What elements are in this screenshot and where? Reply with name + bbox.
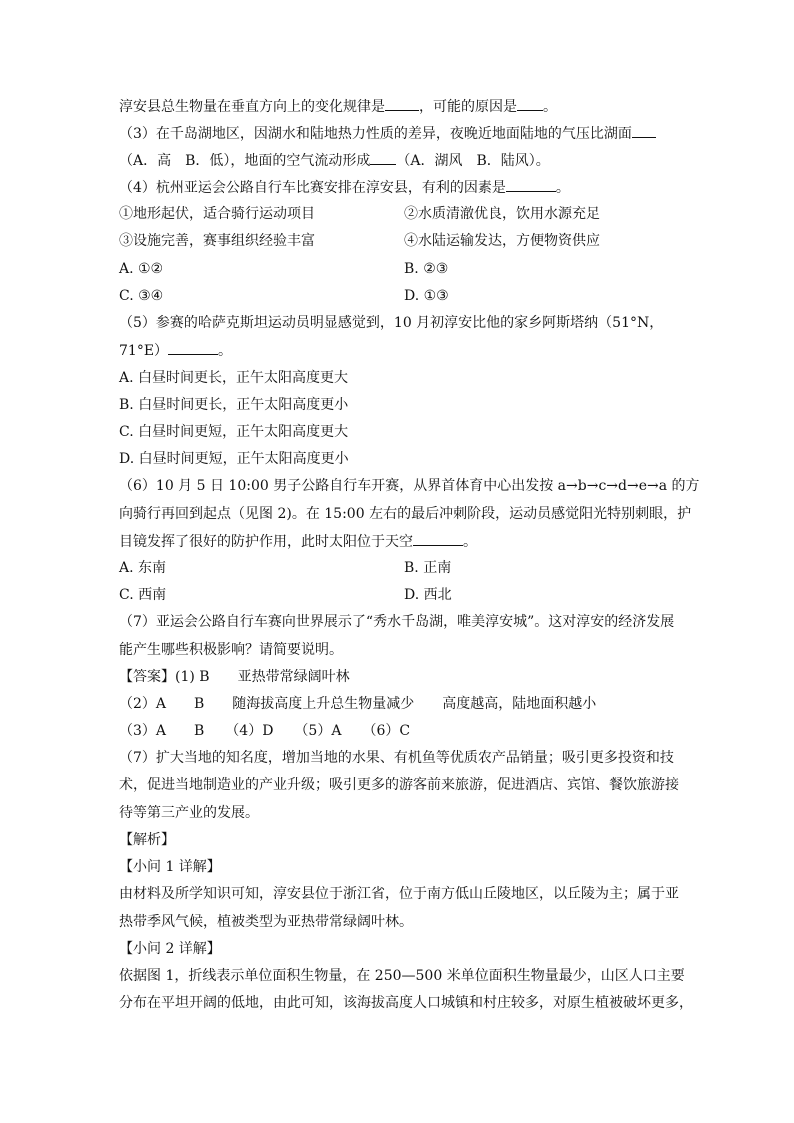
q2-tail-text-pre: 淳安县总生物量在垂直方向上的变化规律是 xyxy=(119,99,385,115)
q5-line-1: （5）参赛的哈萨克斯坦运动员明显感觉到，10 月初淳安比他的家乡阿斯塔纳（51°N， xyxy=(119,315,664,331)
answer-line-5: 术，促进当地制造业的产业升级；吸引更多的游客前来旅游，促进酒店、宾馆、餐饮旅游接 xyxy=(119,777,679,793)
analysis-2-line-1: 依据图 1，折线表示单位面积生物量，在 250—500 米单位面积生物量最少，山区人口主要 xyxy=(119,968,685,984)
analysis-heading: 【解析】 xyxy=(119,832,175,848)
q6-line-3 xyxy=(119,531,477,552)
q4-item-3: ③设施完善，赛事组织经验丰富 xyxy=(119,233,315,249)
answer-blank xyxy=(517,96,543,111)
q3-line-1 xyxy=(119,123,656,144)
answer-blank xyxy=(385,96,419,111)
q2-tail-line xyxy=(119,96,557,117)
answer-blank xyxy=(413,531,463,546)
answer-line-2: （2）A B 随海拔高度上升总生物量减少 高度越高，陆地面积越小 xyxy=(119,696,597,712)
q4-option-d: D. ①③ xyxy=(404,288,449,304)
answer-line-4: （7）扩大当地的知名度，增加当地的水果、有机鱼等优质农产品销量；吸引更多投资和技 xyxy=(119,750,674,766)
answer-line-3: （3）A B （4）D （5）A （6）C xyxy=(119,723,411,739)
q4-item-2: ②水质清澈优良，饮用水源充足 xyxy=(404,206,600,222)
q2-tail-text-mid: ，可能的原因是 xyxy=(419,99,517,115)
q5-option-d: D. 白昼时间更短，正午太阳高度更小 xyxy=(119,451,349,467)
q3-choice-text-2: （A．湖风 B．陆风）。 xyxy=(396,153,550,169)
answer-line-6: 待等第三产业的发展。 xyxy=(119,805,259,821)
q7-line-2: 能产生哪些积极影响？请简要说明。 xyxy=(119,642,343,658)
analysis-subheading-1: 【小问 1 详解】 xyxy=(119,859,221,875)
q6-stem-text: 目镜发挥了很好的防护作用，此时太阳位于天空 xyxy=(119,534,413,550)
answer-blank xyxy=(370,150,396,165)
q6-option-b: B. 正南 xyxy=(404,560,452,576)
q4-option-a: A. ①② xyxy=(119,261,164,277)
q6-end: 。 xyxy=(463,534,477,550)
q4-item-4: ④水陆运输发达，方便物资供应 xyxy=(404,233,600,249)
q5-option-b: B. 白昼时间更长，正午太阳高度更小 xyxy=(119,397,349,413)
answer-blank xyxy=(632,123,656,138)
q5-option-a: A. 白昼时间更长，正午太阳高度更大 xyxy=(119,370,349,386)
q4-stem-text: （4）杭州亚运会公路自行车比赛安排在淳安县，有利的因素是 xyxy=(119,180,506,196)
q3-stem-text: （3）在千岛湖地区，因湖水和陆地热力性质的差异，夜晚近地面陆地的气压比湖面 xyxy=(119,126,632,142)
analysis-2-line-2: 分布在平坦开阔的低地，由此可知，该海拔高度人口城镇和村庄较多，对原生植被破坏更多， xyxy=(119,995,693,1011)
q3-choice-text: （A．高 B．低），地面的空气流动形成 xyxy=(119,153,371,169)
q4-stem xyxy=(119,177,570,198)
answer-line-1: 【答案】(1) B 亚热带常绿阔叶林 xyxy=(119,669,350,685)
q3-line-2 xyxy=(119,150,550,171)
q6-option-c: C. 西南 xyxy=(119,587,167,603)
q6-line-2: 向骑行再回到起点（见图 2)。在 15:00 左右的最后冲刺阶段，运动员感觉阳光特别刺眼，护 xyxy=(119,506,692,522)
analysis-1-line-1: 由材料及所学知识可知，淳安县位于浙江省，位于南方低山丘陵地区，以丘陵为主；属于亚 xyxy=(119,886,679,902)
q4-option-b: B. ②③ xyxy=(404,261,449,277)
q4-option-c: C. ③④ xyxy=(119,288,164,304)
q5-option-c: C. 白昼时间更短，正午太阳高度更大 xyxy=(119,424,349,440)
q6-line-1: （6）10 月 5 日 10:00 男子公路自行车开赛，从界首体育中心出发按 a→b→c→d→e→a 的方 xyxy=(119,478,700,494)
q6-option-d: D. 西北 xyxy=(404,587,452,603)
q4-item-1: ①地形起伏，适合骑行运动项目 xyxy=(119,206,315,222)
q2-tail-text-end: 。 xyxy=(543,99,557,115)
q5-end: 。 xyxy=(218,343,233,359)
q7-line-1: （7）亚运会公路自行车赛向世界展示了“秀水千岛湖，唯美淳安城”。这对淳安的经济发展 xyxy=(119,614,675,630)
q5-line-2 xyxy=(119,340,232,361)
q4-stem-end: 。 xyxy=(555,180,570,196)
analysis-subheading-2: 【小问 2 详解】 xyxy=(119,941,221,957)
analysis-1-line-2: 热带季风气候，植被类型为亚热带常绿阔叶林。 xyxy=(119,914,413,930)
q6-option-a: A. 东南 xyxy=(119,560,167,576)
answer-blank xyxy=(168,340,218,355)
answer-blank xyxy=(506,177,556,192)
q5-coord-text: 71°E） xyxy=(119,343,169,359)
